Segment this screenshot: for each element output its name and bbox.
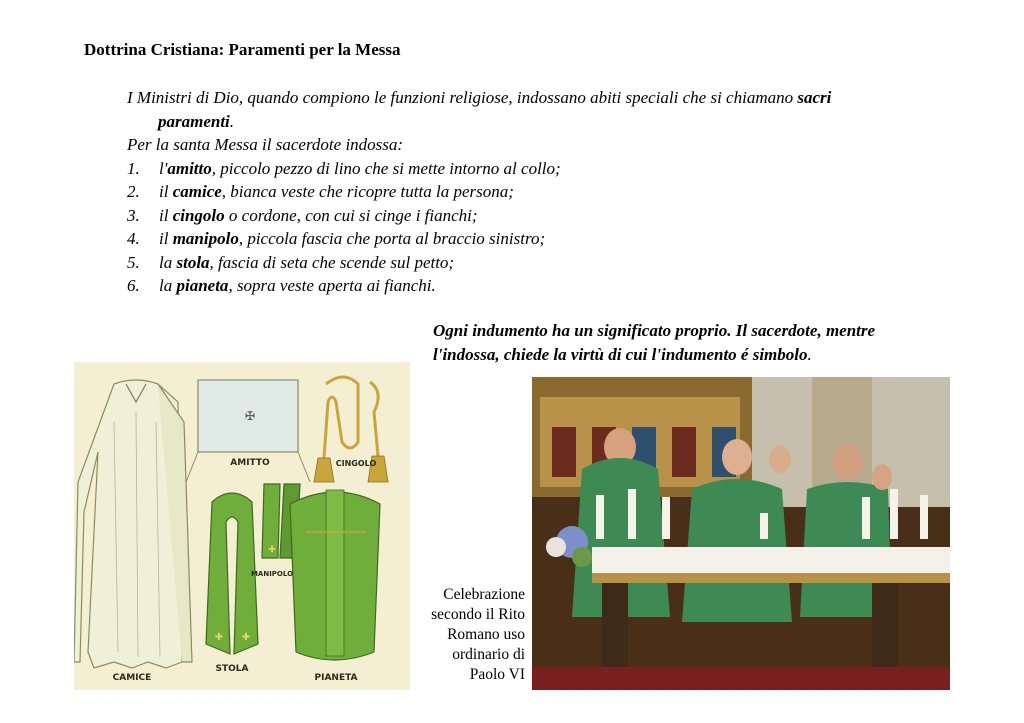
list-pre: il bbox=[159, 182, 173, 201]
list-number: 3. bbox=[127, 205, 140, 225]
list-term: amitto bbox=[167, 158, 212, 178]
camice-drawing bbox=[74, 380, 192, 668]
svg-text:✚: ✚ bbox=[268, 544, 276, 554]
list-desc: , sopra veste aperta ai fianchi. bbox=[228, 276, 436, 295]
list-term: cingolo bbox=[172, 205, 225, 225]
svg-text:✚: ✚ bbox=[241, 632, 251, 643]
label-camice: CAMICE bbox=[112, 673, 152, 683]
list-number: 1. bbox=[127, 158, 140, 178]
caption-line: secondo il Rito bbox=[431, 606, 525, 623]
intro-block bbox=[127, 86, 957, 298]
page-title: Dottrina Cristiana: Paramenti per la Messa bbox=[84, 40, 401, 59]
vestments-illustration bbox=[74, 362, 410, 690]
list-desc: , piccolo pezzo di lino che si mette intorno al collo; bbox=[211, 158, 561, 178]
list-pre: il bbox=[159, 205, 173, 225]
photo-celebration-icon bbox=[532, 377, 950, 690]
label-pianeta: PIANETA bbox=[314, 673, 358, 683]
list-item bbox=[127, 157, 957, 181]
list-term: manipolo bbox=[172, 229, 239, 248]
list-item bbox=[127, 180, 957, 204]
list-number: 2. bbox=[127, 182, 140, 201]
list-term: stola bbox=[176, 252, 210, 272]
list-item bbox=[127, 227, 957, 251]
symbol-paragraph bbox=[433, 319, 903, 366]
intro-term-sacri: sacri bbox=[797, 88, 832, 107]
celebration-photo bbox=[532, 377, 950, 690]
list-term: pianeta bbox=[176, 276, 229, 295]
list-desc: , bianca veste che ricopre tutta la persona; bbox=[221, 182, 514, 201]
list-item bbox=[127, 251, 957, 275]
svg-text:✚: ✚ bbox=[214, 632, 224, 643]
list-desc: , fascia di seta che scende sul petto; bbox=[209, 252, 455, 272]
list-number: 6. bbox=[127, 276, 140, 295]
list-desc: , piccola fascia che porta al braccio sinistro; bbox=[238, 229, 546, 248]
list-item bbox=[127, 204, 957, 228]
intro-paragraph-cont bbox=[127, 110, 957, 134]
intro-period: . bbox=[229, 111, 235, 131]
symbol-text: Ogni indumento ha un significato proprio. Il sacerdote, mentre l'indossa, chiede la virtù di cui l'indumento é simbolo bbox=[433, 321, 876, 364]
photo-caption bbox=[410, 585, 525, 685]
list-pre: la bbox=[159, 276, 177, 295]
label-cingolo: CINGOLO bbox=[335, 459, 377, 468]
symbol-period: . bbox=[807, 344, 812, 364]
vestments-drawing bbox=[74, 362, 410, 690]
pianeta-drawing bbox=[290, 490, 380, 660]
list-number: 4. bbox=[127, 229, 140, 248]
caption-line: ordinario di bbox=[452, 646, 525, 663]
intro-text: I Ministri di Dio, quando compiono le funzioni religiose, indossano abiti speciali che si chiamano bbox=[127, 88, 798, 107]
list-pre: il bbox=[159, 229, 173, 248]
label-manipolo: MANIPOLO bbox=[250, 570, 294, 578]
list-desc: o cordone, con cui si cinge i fianchi; bbox=[224, 205, 478, 225]
svg-text:✠: ✠ bbox=[244, 409, 256, 423]
intro-term-paramenti: paramenti bbox=[158, 111, 230, 131]
list-number: 5. bbox=[127, 252, 140, 272]
label-amitto: AMITTO bbox=[230, 458, 270, 468]
list-item bbox=[127, 274, 957, 298]
caption-line: Romano uso bbox=[447, 626, 525, 643]
intro-lead: Per la santa Messa il sacerdote indossa: bbox=[127, 135, 404, 154]
list-term: camice bbox=[172, 182, 222, 201]
caption-line: Paolo VI bbox=[469, 666, 525, 683]
intro-paragraph bbox=[127, 86, 957, 110]
caption-line: Celebrazione bbox=[443, 586, 525, 603]
label-stola: STOLA bbox=[215, 664, 249, 674]
list-pre: l' bbox=[159, 158, 168, 178]
vestments-list bbox=[127, 157, 957, 298]
list-pre: la bbox=[159, 252, 177, 272]
